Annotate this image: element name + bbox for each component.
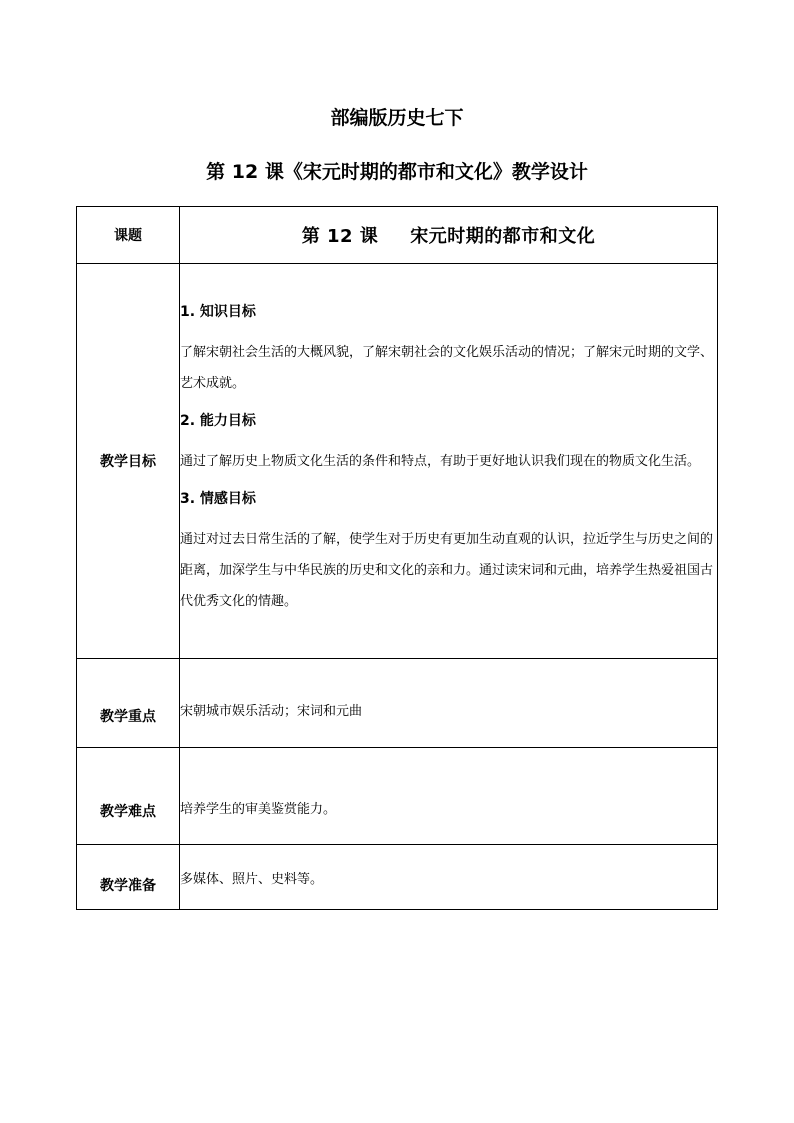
topic-lesson-number: 第 12 课	[301, 226, 379, 247]
label-preparation: 教学准备	[77, 845, 180, 910]
emotion-heading: 3. 情感目标	[180, 490, 256, 507]
topic-lesson-name: 宋元时期的都市和文化	[410, 226, 596, 247]
row-difficulties	[77, 748, 718, 845]
preparation-cell	[180, 845, 718, 910]
lesson-plan-table	[76, 206, 718, 910]
key-points-text: 宋朝城市娱乐活动；宋词和元曲	[180, 704, 363, 719]
document-subtitle: 第 12 课《宋元时期的都市和文化》教学设计	[206, 161, 588, 183]
knowledge-text: 了解宋朝社会生活的大概风貌，了解宋朝社会的文化娱乐活动的情况；了解宋元时期的文学、艺术成就。	[180, 344, 714, 391]
row-topic	[77, 207, 718, 264]
difficulties-text: 培养学生的审美鉴赏能力。	[180, 802, 337, 817]
preparation-text: 多媒体、照片、史料等。	[180, 872, 324, 887]
row-key-points	[77, 659, 718, 748]
emotion-text: 通过对过去日常生活的了解，使学生对于历史有更加生动直观的认识，拉近学生与历史之间的距离，加深学生与中华民族的历史和文化的亲和力。通过读宋词和元曲，培养学生热爱祖国古代优秀文化的情趣。	[180, 531, 714, 609]
ability-text: 通过了解历史上物质文化生活的条件和特点，有助于更好地认识我们现在的物质文化生活。	[180, 453, 701, 469]
row-objectives	[77, 264, 718, 659]
difficulties-cell	[180, 748, 718, 845]
topic-cell	[180, 207, 718, 264]
row-preparation	[77, 845, 718, 910]
knowledge-heading: 1. 知识目标	[180, 303, 256, 320]
document-title: 部编版历史七下	[330, 107, 464, 129]
label-topic: 课题	[77, 207, 180, 264]
label-key-points: 教学重点	[77, 659, 180, 748]
label-difficulties: 教学难点	[77, 748, 180, 845]
ability-heading: 2. 能力目标	[180, 412, 256, 429]
label-objectives: 教学目标	[77, 264, 180, 659]
key-points-cell	[180, 659, 718, 748]
objectives-cell	[180, 264, 718, 659]
